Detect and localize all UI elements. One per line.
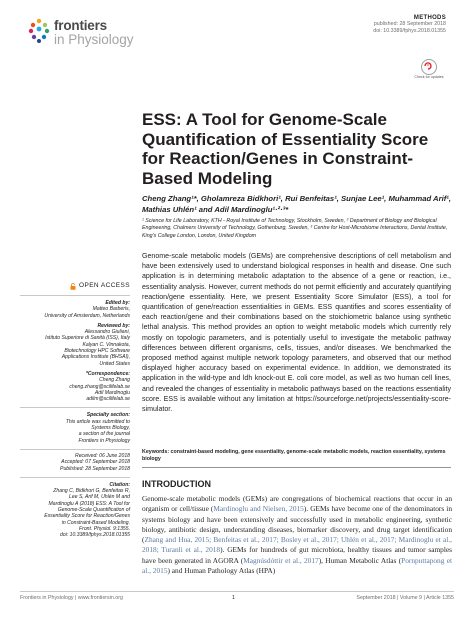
edited-by-label: Edited by: xyxy=(105,300,130,306)
open-lock-icon xyxy=(70,283,76,290)
article-type: METHODS xyxy=(413,15,446,21)
keywords-divider xyxy=(142,467,451,468)
intro-text: Genome-scale metabolic models (GEMs) are congregations of biochemical reactions that occur in an organism or cell/tissue ( xyxy=(142,494,452,514)
introduction-paragraph xyxy=(142,494,452,576)
logo-text-journal: in Physiology xyxy=(54,32,134,47)
keywords: Keywords: constraint-based modeling, gene essentiality, genome-scale metabolic models, reaction essentiality, systems biology xyxy=(142,449,446,463)
correspondence[interactable]: Cheng Zhang cheng.zhang@scilifelab.se Adil Mardinoglu adilm@scilifelab.se xyxy=(69,377,130,403)
affiliations: ¹ Science for Life Laboratory, KTH - Royal Institute of Technology, Stockholm, Sweden, ² Department of Biology and Biological Engineering, Chalmers University of Technology, Gothenburg, Sweden, ³ Centre for Host-Microbiome Interactions, Dental Institute, King's College London, London, United Kingdom xyxy=(142,218,448,239)
open-access-text: OPEN ACCESS xyxy=(79,282,130,290)
intro-text: ) and Human Pathology Atlas (HPA) xyxy=(167,565,276,575)
received-date: Received: 06 June 2018 xyxy=(75,452,130,459)
citation: Zhang C, Bidkhori G, Benfeitas R, Lee S, Arif M, Uhlén M and Mardinoglu A (2018) ESS: A Tool for Genome-Scale Quantification of Essentiality Score for Reaction/Genes in Constraint-Based Modeling. Front. Physiol. 9:1355. doi: 10.3389/fphys.2018.01355 xyxy=(44,488,130,539)
intro-text: ). GEMs for hundreds of gut microbiota, healthy tissues and tumor samples have been generated in AGORA ( xyxy=(142,545,452,565)
introduction-heading: INTRODUCTION xyxy=(142,479,211,489)
check-for-updates-badge[interactable] xyxy=(414,59,444,85)
update-icon xyxy=(421,59,437,75)
specialty-section: This article was submitted to Systems Biology, a section of the journal Frontiers in Physiology xyxy=(65,418,130,444)
update-label: Check for updates xyxy=(414,75,444,79)
page-number: 1 xyxy=(232,595,235,601)
journal-logo xyxy=(28,18,158,48)
doi[interactable]: doi: 10.3389/fphys.2018.01355 xyxy=(373,27,446,34)
author-list: Cheng Zhang¹*, Gholamreza Bidkhori¹, Rui Benfeitas¹, Sunjae Lee¹, Muhammad Arif¹, Mathias Uhlén¹ and Adil Mardinoglu¹·²·³* xyxy=(142,194,451,214)
citation-label: Citation: xyxy=(109,481,130,488)
intro-text: ), Human Metabolic Atlas ( xyxy=(318,555,402,565)
reviewed-by: Alessandro Giuliani, Istituto Superiore di Sanità (ISS), Italy Kalyan C. Vinnakota, Biotechnology HPC Software Applications Institute (BHSAI), United States xyxy=(45,329,130,367)
article-header-meta xyxy=(373,15,446,35)
footer-journal[interactable]: Frontiers in Physiology | www.frontiersin.org xyxy=(20,595,123,601)
published-date: published: 28 September 2018 xyxy=(373,21,446,27)
article-info-sidebar xyxy=(20,283,130,539)
logo-text-frontiers: frontiers xyxy=(54,18,107,33)
published-date-sidebar: Published: 28 September 2018 xyxy=(60,465,130,472)
footer-issue: September 2018 | Volume 9 | Article 1355 xyxy=(356,595,454,601)
abstract: Genome-scale metabolic models (GEMs) are comprehensive descriptions of cell metabolism and have been extensively used to understand biological responses in health and disease. One such application is in determining metabolic adaptation to the absence of a gene or reaction, i.e., essentiality analysis. However, current methods do not permit efficiently and accurately quantifying reaction/gene essentiality. Here, we present Essentiality Score Simulator (ESS), a tool for quantification of gene/reaction essentialities in GEMs. ESS quantifies and scores essentiality of each reaction/gene and their combinations based on the stoichiometric balance using synthetic lethal analysis. This method provides an option to weight metabolic models which currently rely mostly on topologic parameters, and is potentially useful to investigate the metabolic pathway differences between different organisms, cells, tissues, and/or diseases. We benchmarked the proposed method against multiple network topology parameters, and observed that our method displayed higher accuracy based on experimental evidence. In addition, we demonstrated its application in the wild-type and ldh knock-out E. coli core model, as well as two human cell lines, and revealed the changes of essentiality in metabolic pathways based on the reactions essentiality score. ESS is available without any limitation at https://sourceforge.net/projects/essentiality-score-simulator. xyxy=(142,253,451,414)
article-title: ESS: A Tool for Genome-Scale Quantification of Essentiality Score for Reaction/Genes in Constraint-Based Modeling xyxy=(142,110,429,188)
intro-text: ). GEMs have become one of the denominators in systems biology and have been extensively and successfully used in metabolic engineering, synthetic biology, antibiotic design, understanding diseases, biomarker discovery, and drug target identification ( xyxy=(142,504,452,544)
footer-divider xyxy=(20,591,454,592)
frontiers-logo-icon xyxy=(28,18,50,44)
citation-link[interactable]: Zhang and Hua, 2015; Benfeitas et al., 2017; Bosley et al., 2017; Uhlén et al., 2017; Mardinoglu et al., 2018; Turanli et al., 2018 xyxy=(142,535,452,555)
citation-link[interactable]: Mardinoglu and Nielsen, 2015 xyxy=(213,504,304,514)
accepted-date: Accepted: 07 September 2018 xyxy=(61,459,130,466)
specialty-section-label: Specialty section: xyxy=(86,412,130,419)
citation-link[interactable]: Pornputtapong et al., 2015 xyxy=(142,555,452,575)
open-access-label xyxy=(20,283,130,290)
edited-by: Matteo Barberis, University of Amsterdam, Netherlands xyxy=(44,306,130,319)
citation-link[interactable]: Magnúsdóttir et al., 2017 xyxy=(243,555,319,565)
reviewed-by-label: Reviewed by: xyxy=(97,322,130,329)
correspondence-label: *Correspondence: xyxy=(85,370,130,377)
